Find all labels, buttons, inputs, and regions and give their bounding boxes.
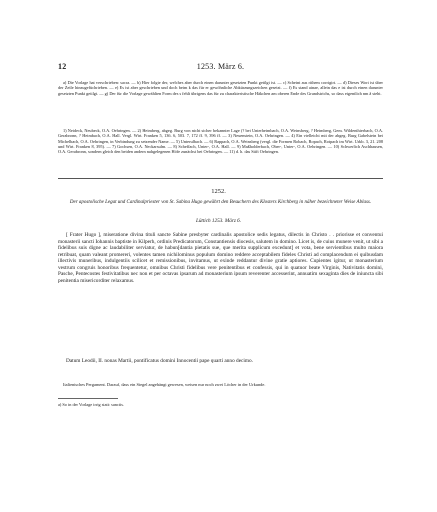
- letter-footnotes: [58, 80, 383, 120]
- footnote-divider: [58, 398, 118, 399]
- body-paragraph: [ Frater Hugo ], miseratione divina tituli sancte Sabine presbyter cardinalis apostolice sedis legatus, dilectis in Christo . . priorisse et conventui monasterii sancti Iohannis baptiste in Kilperh, ordinis Predicatorum, Constantiensis diocesis, salutem in domino. Licet is, de cuius munere venit, ut sibi a fidelibus suis digne ac laudabiliter serviatur, de habun[dantia pietatis sue, que merita supplicum excedunt] et vota, bene servientibus multo maiora retribuat, quam valeant promereri, volentes tamen nichilominus populum domino reddere acceptabilem fideles Christi ad complacendum ei quibusdam illectivis muneribus, indulgentiis scilicet et remissionibus, invitamus, ut exinde reddantur divine gratie aptiores. Cupientes igitur, ut monasterium vestrum congruis honoribus frequentetur, omnibus Christi fidelibus vere penitentibus et confessis, qui in quatuor beate Virginis, Nativitatis domini, Pasche, Pentecostes festivitatibus nec non et per octavas ipsarum ad monasterium ipsum reverenter accesserint, annuatim sexaginta dies de iniuncta sibi penitentia misericorditer relaxamus.: [58, 232, 383, 284]
- source-note: [58, 382, 383, 388]
- letter-footnote-text: a) Die Vorlage hat verschrieben: sacra. — b) Hier folgte der, welches aber durch einen darunter gesetzten Punkt getilgt ist. — c) Scheint aus rithem corrigirt. — d) Dieses Wort ist über der Zeile hinzugefüchrieben. — e) Es ist aber geschrieben und doch beim k das für er gewöhnliche Abkürzungszeichen gesetzt. — f) Es stand ainae, allein das e ist durch einen darunter gesetzten Punkt getilgt. — g) Der für die Vorlage gewählten Form des s fehlt übrigens das für zu charakteristische Häkchen am oberen Ende des Grundstrichs, so dass eigentlich nm â steht.: [58, 80, 383, 96]
- numbered-footnotes: [58, 128, 383, 174]
- source-note-text: Italienisches Pergament. Darauf, dass ein Siegel angehängt gewesen, weisen nur noch zwei Löcher in der Urkunde.: [63, 382, 266, 387]
- document-body: [58, 232, 383, 356]
- page-number: 12: [58, 62, 67, 71]
- document-title: Der apostolische Legat und Cardinalpriester von St. Sabina Hugo gewährt den Besuchern des Klosters Kirchberg in näher bezeichneter Weise Ablass.: [69, 200, 372, 205]
- closing-paragraph: Datum Leodii, II. nonas Martii, pontificatus domini Innocentii pape quarti anno decimo.: [66, 358, 253, 364]
- numbered-footnote-text: 1) Neideck, Neubeck, O.A. Oehringen. — 2) Heimberg, abgeg. Burg von nicht sicher bekannter Lage (? bei Unterheimbach, O.A. Weinsberg, ? Heimberg, Gem. Wildenthierbach, O.A. Gerabronn, ? Heimbach, O.A. Hall. Vergl. Wirt. Franken 5, 136. 6, 503. 7, 172 ff. 9, 396 ff. — 3) Neuenstein, O.A. Oehringen. — 4) Ein vielleicht mit der abgeg. Burg Gabelstein bei Michelbach, O.A. Oehringen, in Verbindung zu setzender Name. — 5) Unterulbach. — 6) Rappach, O.A. Weinsberg (vergl. die Formen Robach, Ropach, Rotpach im Wirt. Urkb. 3, 21. 208 und Wirt. Franken 8, 395). — 7) Gochsen, O.A. Neckarsulm. — 8) Scheffach, Unter-, O.A. Hall. — 9) Maßholderbach, Ober-, Unter-, O.A. Oehringen. — 10) Schwerlich Aschhausen, O.A. Gerabronn, sondern gleich den beiden andern nahgelegenen Höfe zunächst bei Oehringen. — 11) d. h. das Stift Oehringen.: [58, 128, 383, 155]
- document-closing: [58, 358, 383, 365]
- page-header: [58, 62, 383, 74]
- running-head: 1253. März 6.: [196, 62, 245, 71]
- bottom-footnote: a) So in der Vorlage irrig statt: sanctis.: [58, 402, 124, 407]
- document-number: 1252.: [211, 188, 226, 195]
- document-place-date: Lüttich 1253. März 6.: [195, 218, 242, 224]
- section-divider: [58, 178, 383, 179]
